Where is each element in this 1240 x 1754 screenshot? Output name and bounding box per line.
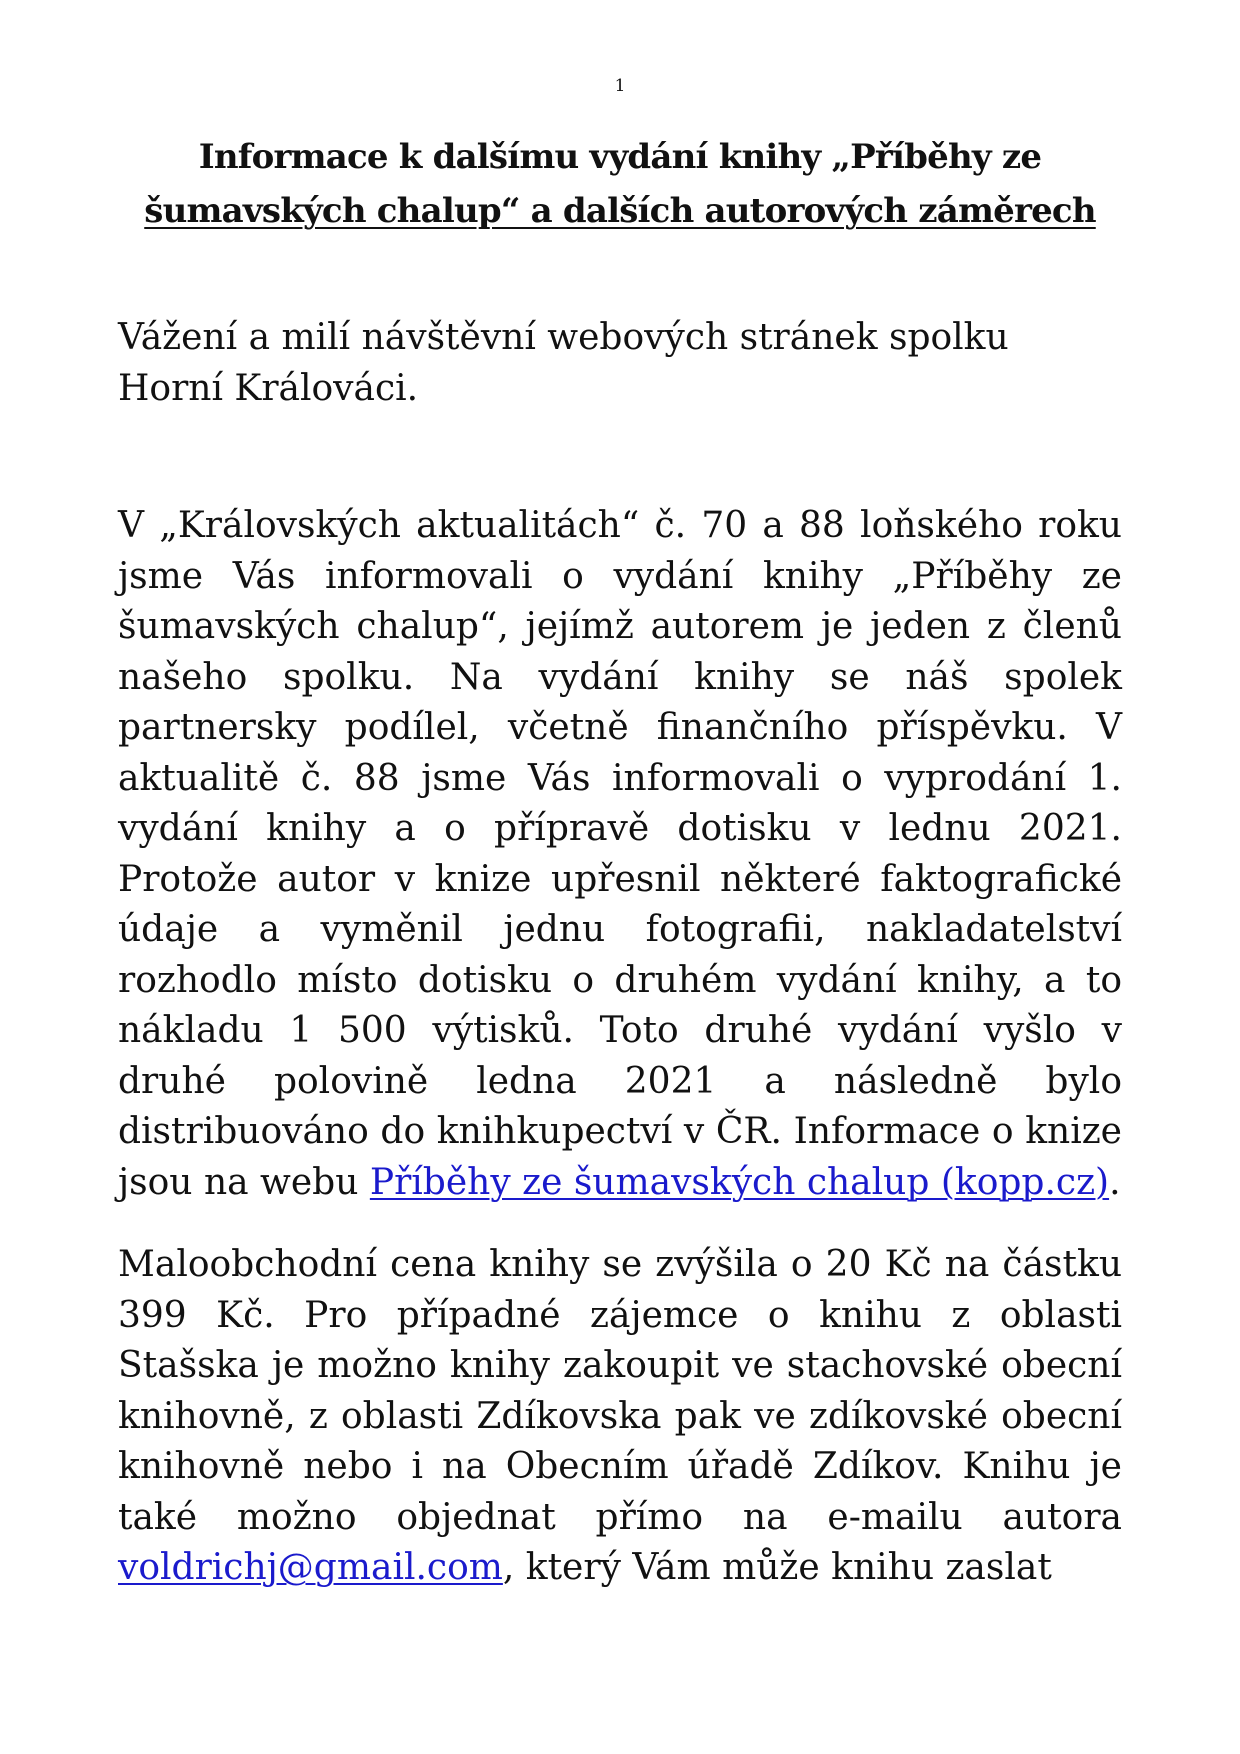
- greeting-paragraph: Vážení a milí návštěvní webových stránek spolku Horní Králováci.: [118, 317, 1009, 409]
- price-paragraph: [118, 1240, 1122, 1594]
- price-paragraph-text: Maloobchodní cena knihy se zvýšila o 20 Kč na částku 399 Kč. Pro případné zájemce o knihu z oblasti Stašska je možno knihy zakoupit ve stachovské obecní knihovně, z oblasti Zdíkovska pak ve zdíkovské obecní knihovně nebo i na Obecním úřadě Zdíkov. Knihu je také možno objednat přímo na e-mailu autora: [118, 1244, 1122, 1538]
- info-paragraph-end: .: [1109, 1161, 1121, 1203]
- title-line-1: Informace k dalšímu vydání knihy „Příběhy ze: [198, 137, 1042, 177]
- title-line-2: šumavských chalup“ a dalších autorových záměrech: [144, 191, 1096, 231]
- page-number: 1: [614, 76, 626, 96]
- document-title: [118, 130, 1122, 238]
- info-paragraph-text: V „Královských aktualitách“ č. 70 a 88 loňského roku jsme Vás informovali o vydání knihy „Příběhy ze šumavských chalup“, jejímž autorem je jeden z členů našeho spolku. Na vydání knihy se náš spolek partnersky podílel, včetně finančního příspěvku. V aktualitě č. 88 jsme Vás informovali o vyprodání 1. vydání knihy a o přípravě dotisku v lednu 2021. Protože autor v knize upřesnil některé faktografické údaje a vyměnil jednu fotografii, nakladatelství rozhodlo místo dotisku o druhém vydání knihy, a to nákladu 1 500 výtisků. Toto druhé vydání vyšlo v druhé polovině ledna 2021 a následně bylo distribuováno do knihkupectví v ČR. Informace o knize jsou na webu: [118, 505, 1122, 1203]
- author-email-link[interactable]: voldrichj@gmail.com: [118, 1547, 503, 1588]
- price-paragraph-tail: , který Vám může knihu zaslat: [502, 1547, 1052, 1588]
- info-paragraph: [118, 501, 1122, 1208]
- book-web-link[interactable]: Příběhy ze šumavských chalup (kopp.cz): [369, 1161, 1110, 1203]
